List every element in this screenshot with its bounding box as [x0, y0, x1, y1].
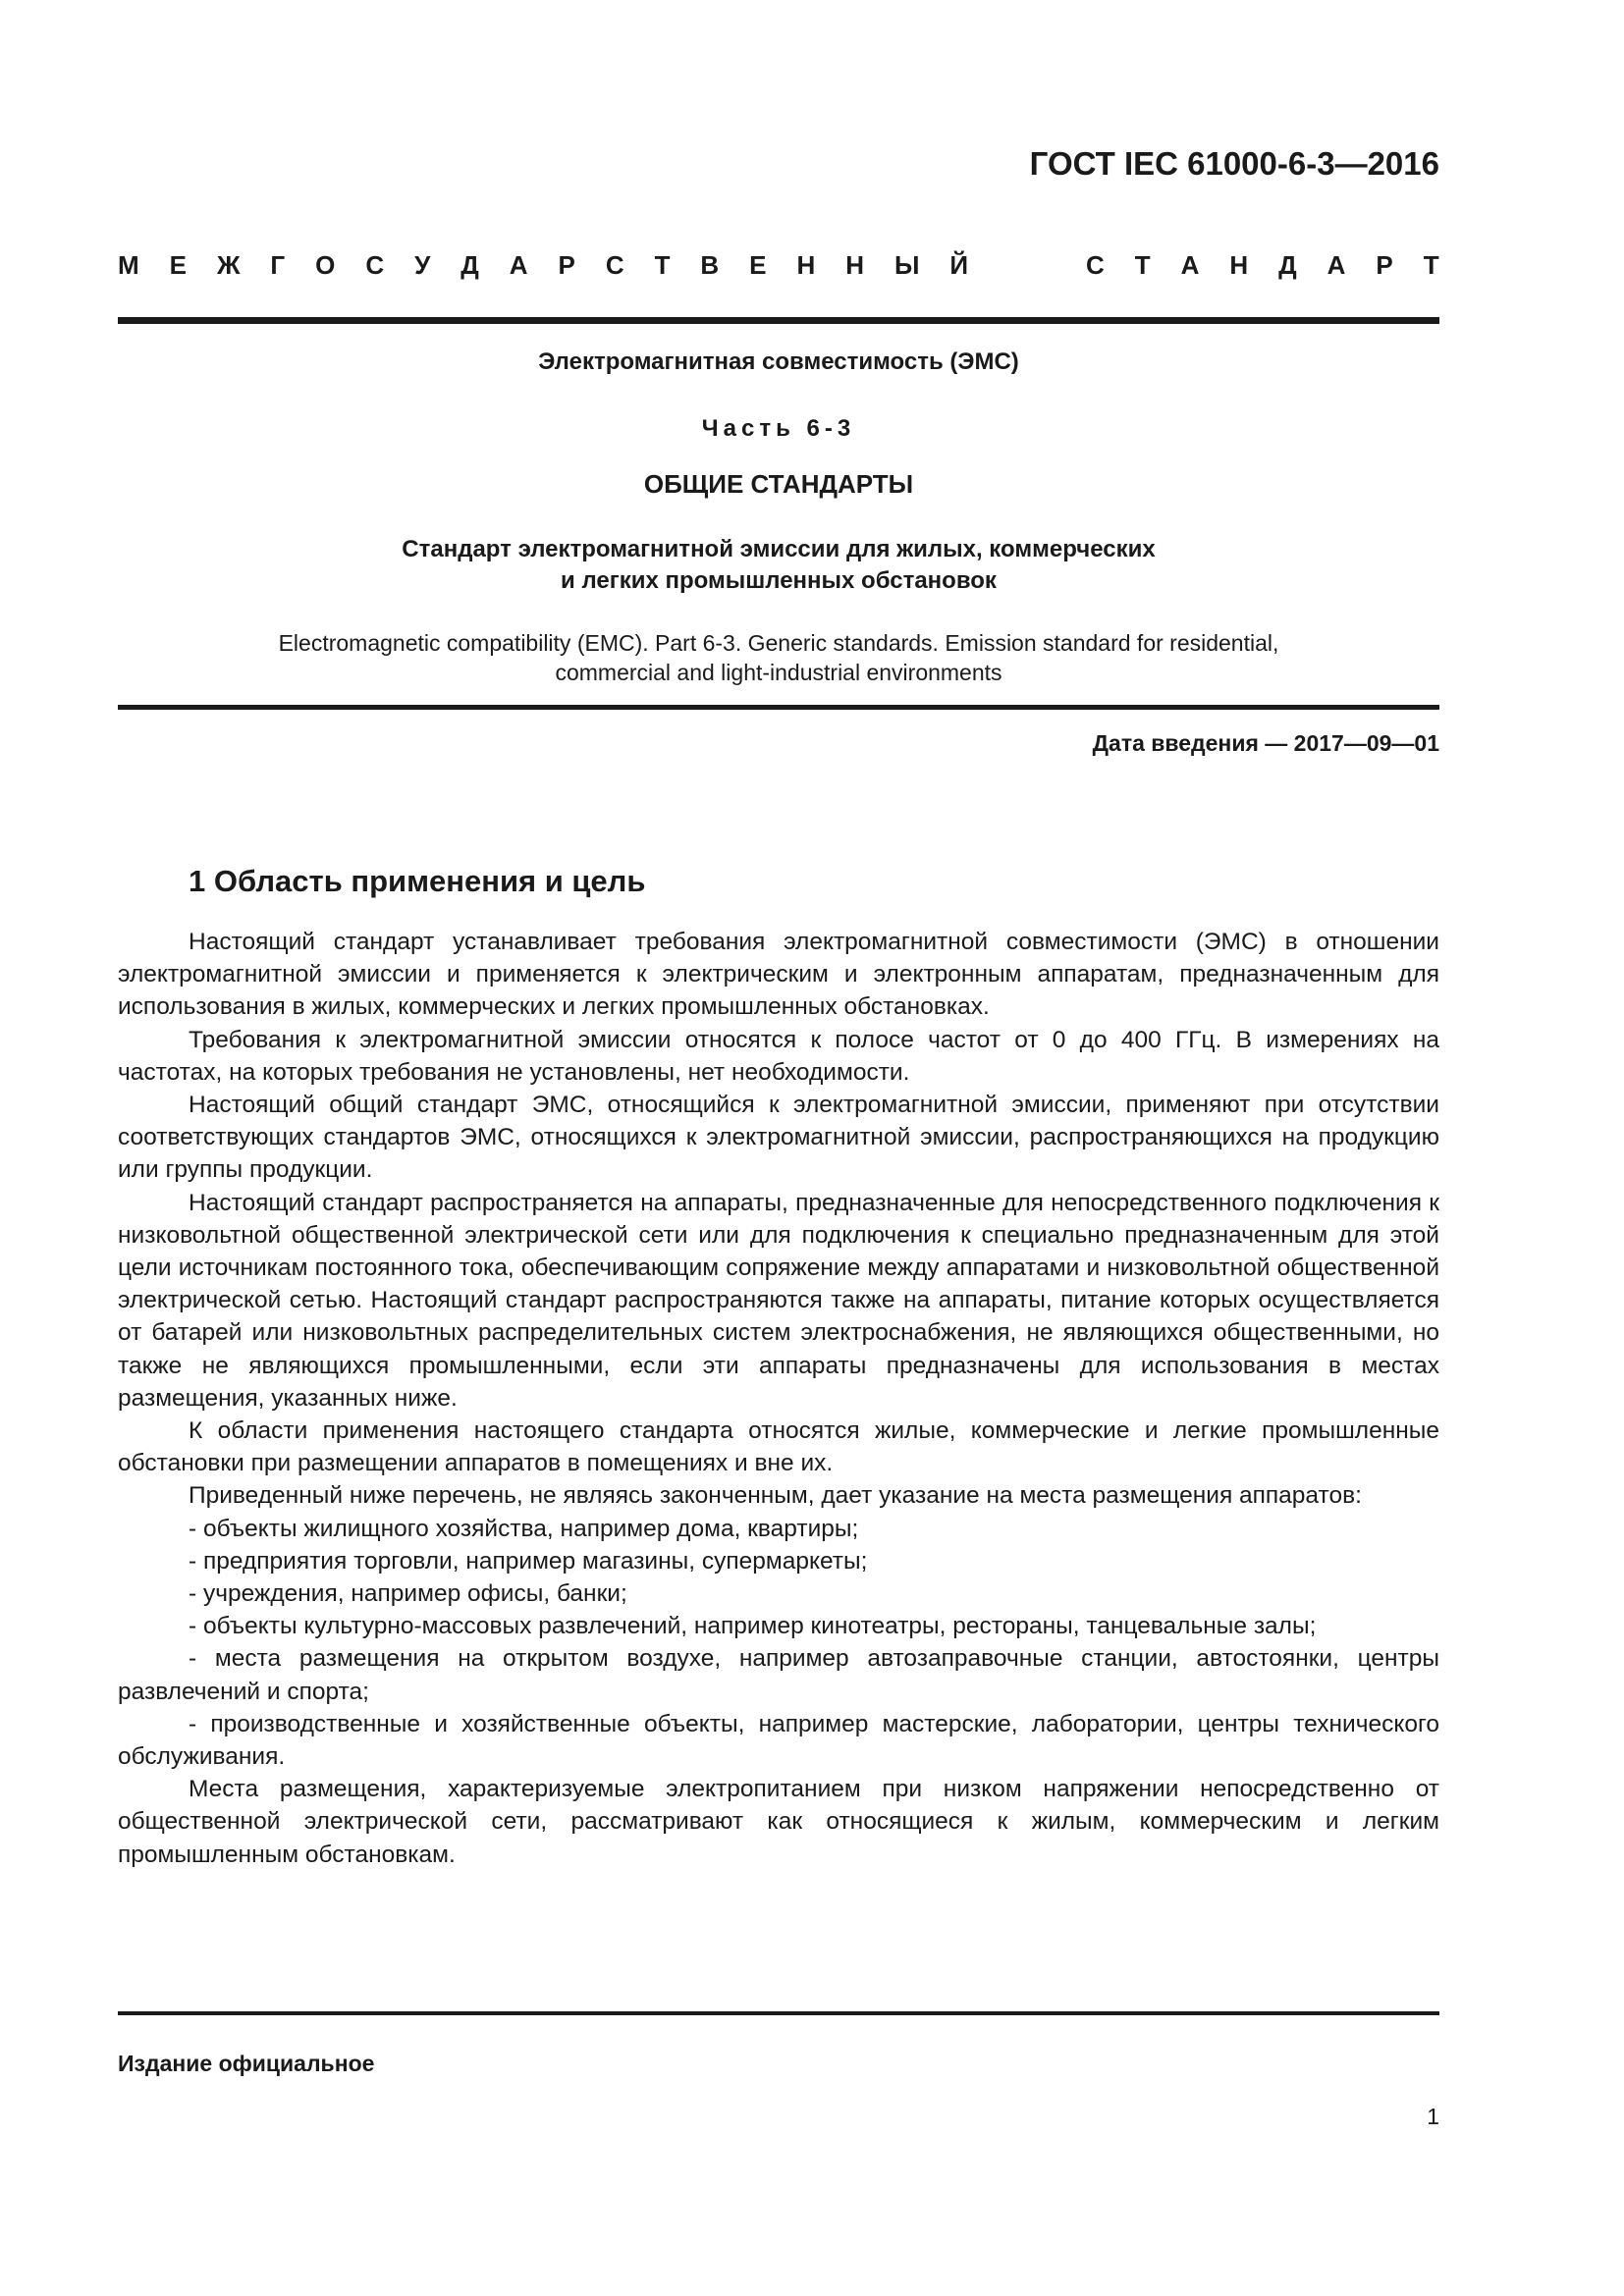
header-letter: В	[700, 250, 720, 280]
title-divider	[118, 705, 1439, 710]
header-letter: М	[118, 250, 139, 280]
header-letter: С	[605, 250, 624, 280]
header-letter: А	[1180, 250, 1200, 280]
header-letter: Т	[1134, 250, 1151, 280]
subtitle-line: и легких промышленных обстановок	[561, 567, 997, 594]
header-letter: О	[315, 250, 336, 280]
subtitle-line: Стандарт электромагнитной эмиссии для жилых, коммерческих	[402, 536, 1156, 562]
paragraph: К области применения настоящего стандарта относятся жилые, коммерческие и легкие промышленные обстановки при размещении аппаратов в помещениях и вне их.	[118, 1417, 1439, 1477]
section-title: 1 Область применения и цель	[189, 864, 646, 898]
header-word-gap	[999, 249, 1056, 281]
paragraph: Настоящий общий стандарт ЭМС, относящийся к электромагнитной эмиссии, применяют при отсутствии соответствующих стандартов ЭМС, относящихся к электромагнитной эмиссии, распространяющихся на продукцию или группы продукции.	[118, 1092, 1439, 1184]
paragraph: Настоящий стандарт устанавливает требования электромагнитной совместимости (ЭМС) в отношении электромагнитной эмиссии и применяется к электрическим и электронным аппаратам, предназначенным для использования в жилых, коммерческих и легких промышленных обстановках.	[118, 929, 1439, 1021]
header-letter: Ж	[216, 250, 241, 280]
paragraph: Места размещения, характеризуемые электропитанием при низком напряжении непосредственно от общественной электрической сети, рассматривают как относящиеся к жилым, коммерческим и легким промышленным обстановкам.	[118, 1776, 1439, 1868]
interstate-standard-header	[118, 249, 1439, 281]
official-edition-label: Издание официальное	[118, 2051, 375, 2076]
list-item: - производственные и хозяйственные объекты, например мастерские, лаборатории, центры технического обслуживания.	[118, 1710, 1439, 1771]
english-title-line: commercial and light-industrial environments	[555, 660, 1002, 685]
header-letter: Т	[654, 250, 671, 280]
list-item: - предприятия торговли, например магазины, супермаркеты;	[189, 1547, 868, 1575]
header-letter: Й	[949, 250, 969, 280]
header-letter: Н	[1229, 250, 1249, 280]
header-letter: А	[1326, 250, 1346, 280]
header-letter: У	[414, 250, 431, 280]
list-item: - места размещения на открытом воздухе, например автозаправочные станции, автостоянки, центры развлечений и спорта;	[118, 1645, 1439, 1705]
header-letter: А	[509, 250, 528, 280]
section-body	[118, 926, 1439, 1871]
header-letter: С	[1086, 250, 1105, 280]
header-divider	[118, 317, 1439, 324]
document-id: ГОСТ IEC 61000-6-3—2016	[1029, 145, 1439, 182]
page-number: 1	[1427, 2104, 1439, 2129]
header-letter: Н	[845, 250, 865, 280]
header-letter: Н	[796, 250, 816, 280]
list-item: - объекты культурно-массовых развлечений, например кинотеатры, рестораны, танцевальные залы;	[189, 1613, 1317, 1640]
header-letter: С	[365, 250, 385, 280]
title-part: Часть 6-3	[701, 415, 856, 442]
list-item: - учреждения, например офисы, банки;	[189, 1580, 627, 1608]
list-item: - объекты жилищного хозяйства, например дома, квартиры;	[189, 1515, 859, 1542]
header-letter: Д	[460, 250, 479, 280]
title-general: ОБЩИЕ СТАНДАРТЫ	[643, 469, 914, 499]
paragraph: Требования к электромагнитной эмиссии относятся к полосе частот от 0 до 400 ГГц. В измерениях на частотах, на которых требования не установлены, нет необходимости.	[118, 1026, 1439, 1086]
introduction-date: Дата введения — 2017—09—01	[1092, 730, 1439, 756]
header-letter: Р	[558, 250, 575, 280]
title-subtitle	[118, 534, 1439, 597]
header-letter: Ы	[893, 250, 920, 280]
header-letter: Т	[1423, 250, 1439, 280]
header-letter: Г	[270, 250, 286, 280]
paragraph: Приведенный ниже перечень, не являясь законченным, дает указание на места размещения аппаратов:	[189, 1482, 1362, 1510]
footer-divider	[118, 2011, 1439, 2015]
title-ems: Электромагнитная совместимость (ЭМС)	[538, 348, 1019, 375]
title-english	[118, 628, 1439, 687]
header-letter: Е	[749, 250, 767, 280]
header-letter: Е	[169, 250, 187, 280]
header-letter: Р	[1376, 250, 1393, 280]
paragraph: Настоящий стандарт распространяется на аппараты, предназначенные для непосредственного подключения к низковольтной общественной электрической сети или для подключения к специально предназначенным для этой цели источникам постоянного тока, обеспечивающим сопряжение между аппаратами и низковольтной общественной электрической сетью. Настоящий стандарт распространяются также на аппараты, питание которых осуществляется от батарей или низковольтных распределительных систем электроснабжения, не являющихся общественными, но также не являющихся промышленными, если эти аппараты предназначены для использования в местах размещения, указанных ниже.	[118, 1189, 1439, 1412]
english-title-line: Electromagnetic compatibility (EMC). Part 6-3. Generic standards. Emission standard for residential,	[278, 630, 1279, 656]
header-letter: Д	[1278, 250, 1297, 280]
